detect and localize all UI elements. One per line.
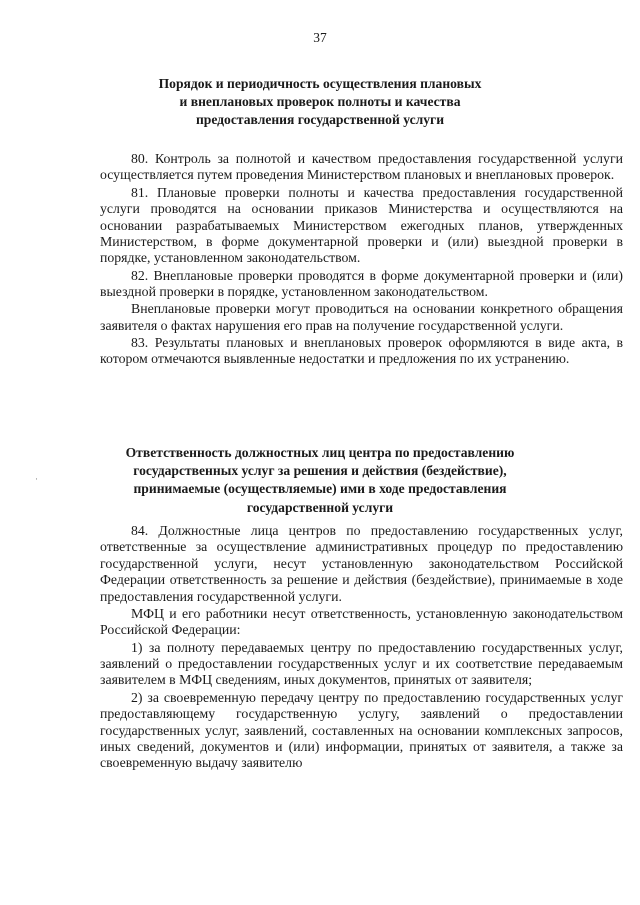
heading-line: Порядок и периодичность осуществления плановых (158, 76, 482, 91)
section-heading-responsibility (100, 444, 540, 517)
margin-mark: · (35, 474, 38, 484)
paragraph-unscheduled: Внеплановые проверки могут проводиться на основании конкретного обращения заявителя о фактах нарушения его прав на получение государственной услуги. (100, 301, 623, 333)
paragraph-84: 84. Должностные лица центров по предоставлению государственных услуг, ответственные за осуществление административных процедур по предоставлению государственной услуги, несут установленную законодательством Российской Федерации ответственность за решение и действия (бездействие), принимаемые в ходе предоставления государственной услуги. (100, 523, 623, 604)
page-number: 37 (313, 30, 327, 45)
paragraph-80: 80. Контроль за полнотой и качеством предоставления государственной услуги осуществляется путем проведения Министерством плановых и внеплановых проверок. (100, 151, 623, 183)
section-body-inspections (100, 151, 623, 369)
paragraph-82: 82. Внеплановые проверки проводятся в форме документарной проверки и (или) выездной проверки в порядке, установленном законодательством. (100, 267, 623, 300)
paragraph-81: 81. Плановые проверки полноты и качества предоставления государственной услуги проводятся на основании приказов Министерства и осуществляются на основании разрабатываемых Министерством ежегодных планов, утвержденных Министерством, в форме документарной проверки и (или) выездной проверки в порядке, установленном законодательством. (100, 184, 623, 266)
heading-line: предоставления государственной услуги (195, 112, 445, 128)
heading-line: государственных услуг за решения и действия (бездействие), (133, 463, 507, 479)
list-item-2: 2) за своевременную передачу центру по предоставлению государственных услуг предоставляющему государственную услугу, заявлений о предоставлении государственных услуг, заявлений, составленных на основании комплексных запросов, иных сведений, документов и (или) информации, принятых от заявителя, а также за своевременную выдачу заявителю (100, 689, 623, 771)
paragraph-mfc: МФЦ и его работники несут ответственность, установленную законодательством Российской Федерации: (100, 605, 623, 638)
heading-line: Ответственность должностных лиц центра по предоставлению (125, 445, 515, 460)
heading-line: государственной услуги (246, 499, 394, 515)
section-heading-inspections (100, 75, 540, 130)
paragraph-83: 83. Результаты плановых и внеплановых проверок оформляются в виде акта, в котором отмечаются выявленные недостатки и предложения по их устранению. (100, 335, 623, 367)
heading-line: принимаемые (осуществляемые) ими в ходе предоставления (133, 481, 507, 497)
heading-line: и внеплановых проверок полноты и качества (179, 94, 461, 110)
list-item-1: 1) за полноту передаваемых центру по предоставлению государственных услуг, заявлений о предоставлении государственных услуг и их соответствие передаваемым заявителем в МФЦ сведениям, иных документов, принятых от заявителя; (100, 639, 623, 688)
section-body-responsibility (100, 523, 623, 773)
